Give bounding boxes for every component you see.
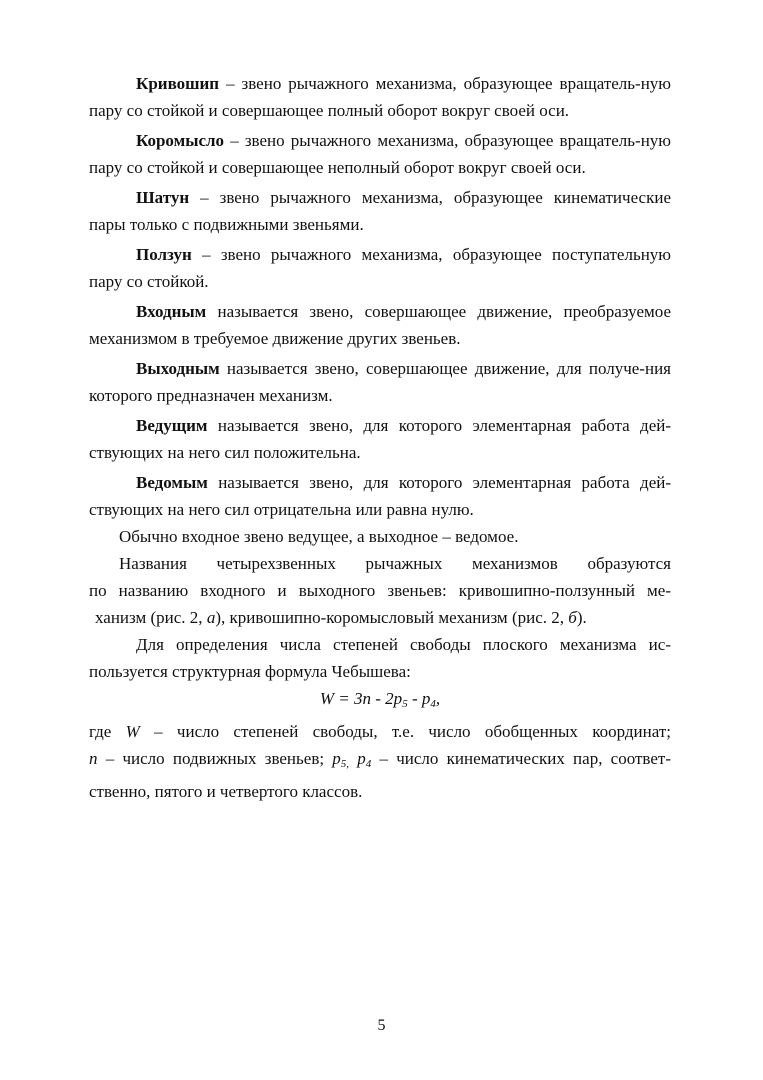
definition-term: Кривошип	[136, 74, 220, 93]
variable-p5: p	[332, 749, 341, 768]
formula-subscript: 5	[402, 698, 408, 710]
definition-text: называется звено, для которого элементарная работа дей-ствующих на него сил отрицательна или равна нулю.	[89, 473, 671, 519]
variable-subscript: 5,	[340, 758, 350, 770]
variable-p4: p	[357, 749, 366, 768]
definition-slider	[89, 241, 671, 295]
figure-ref-a: а	[206, 608, 216, 627]
definition-output-link	[89, 355, 671, 409]
definition-text: называется звено, совершающее движение, преобразуемое механизмом в требуемое движение других звеньев.	[89, 302, 671, 348]
chebyshev-formula	[89, 685, 671, 718]
names-line-3	[89, 604, 671, 631]
chebyshev-line-2: пользуется структурная формула Чебышева:	[89, 662, 411, 681]
page-body	[89, 70, 671, 805]
definition-term: Ведомым	[136, 473, 208, 492]
explanation-part: – число подвижных звеньев;	[97, 749, 333, 768]
definition-input-link	[89, 298, 671, 352]
explanation-part: – число степеней свободы, т.е. число обобщенных координат;	[139, 722, 672, 741]
definition-text: называется звено, совершающее движение, для получе-ния которого предназначен механизм.	[89, 359, 671, 405]
definition-crank	[89, 70, 671, 124]
definition-rocker	[89, 127, 671, 181]
definition-driven-link	[89, 469, 671, 523]
definition-text: – звено рычажного механизма, образующее поступательную пару со стойкой.	[89, 245, 671, 291]
explanation-part: – число кинематических пар, соответ-	[371, 749, 671, 768]
definition-driving-link	[89, 412, 671, 466]
definition-term: Ползун	[136, 245, 192, 264]
page-number: 5	[377, 1017, 386, 1034]
figure-ref-b: б	[568, 608, 577, 627]
explanation-line-2	[89, 745, 671, 778]
formula-explanation	[89, 718, 671, 805]
names-line-3-part: ), кривошипно-коромысловый механизм (рис. 2,	[215, 608, 569, 627]
formula-part: W = 3n - 2p	[319, 689, 403, 708]
names-line-2: по названию входного и выходного звеньев: кривошипно-ползунный ме-	[89, 581, 671, 600]
names-line-1: Названия четырехзвенных рычажных механизмов образуются	[119, 554, 671, 573]
explanation-line-3: ственно, пятого и четвертого классов.	[89, 782, 363, 801]
chebyshev-intro	[89, 631, 671, 685]
definition-term: Ведущим	[136, 416, 208, 435]
definition-term: Выходным	[136, 359, 220, 378]
names-paragraph	[89, 550, 671, 631]
formula-part: ,	[435, 689, 441, 708]
explanation-part: где	[89, 722, 126, 741]
names-line-3-part: ханизм (рис. 2,	[95, 608, 207, 627]
definition-text: называется звено, для которого элементарная работа дей-ствующих на него сил положительна.	[89, 416, 671, 462]
definition-term: Коромысло	[136, 131, 225, 150]
names-line-3-part: ).	[576, 608, 587, 627]
variable-subscript: 4	[365, 758, 372, 770]
formula-part: - p	[407, 689, 431, 708]
definition-text: – звено рычажного механизма, образующее кинематические пары только с подвижными звеньями.	[89, 188, 671, 234]
variable-w: W	[125, 722, 140, 741]
definition-term: Входным	[136, 302, 207, 321]
definition-text: – звено рычажного механизма, образующее вращатель-ную пару со стойкой и совершающее неполный оборот вокруг своей оси.	[89, 131, 671, 177]
variable-n: n	[89, 749, 98, 768]
definition-term: Шатун	[136, 188, 190, 207]
formula-subscript: 4	[430, 698, 436, 710]
explanation-line-1	[89, 718, 671, 745]
chebyshev-line-1: Для определения числа степеней свободы плоского механизма ис-	[136, 635, 671, 654]
definition-text: – звено рычажного механизма, образующее вращатель-ную пару со стойкой и совершающее полный оборот вокруг своей оси.	[89, 74, 671, 120]
definition-connecting-rod	[89, 184, 671, 238]
note-paragraph: Обычно входное звено ведущее, а выходное – ведомое.	[119, 527, 519, 546]
